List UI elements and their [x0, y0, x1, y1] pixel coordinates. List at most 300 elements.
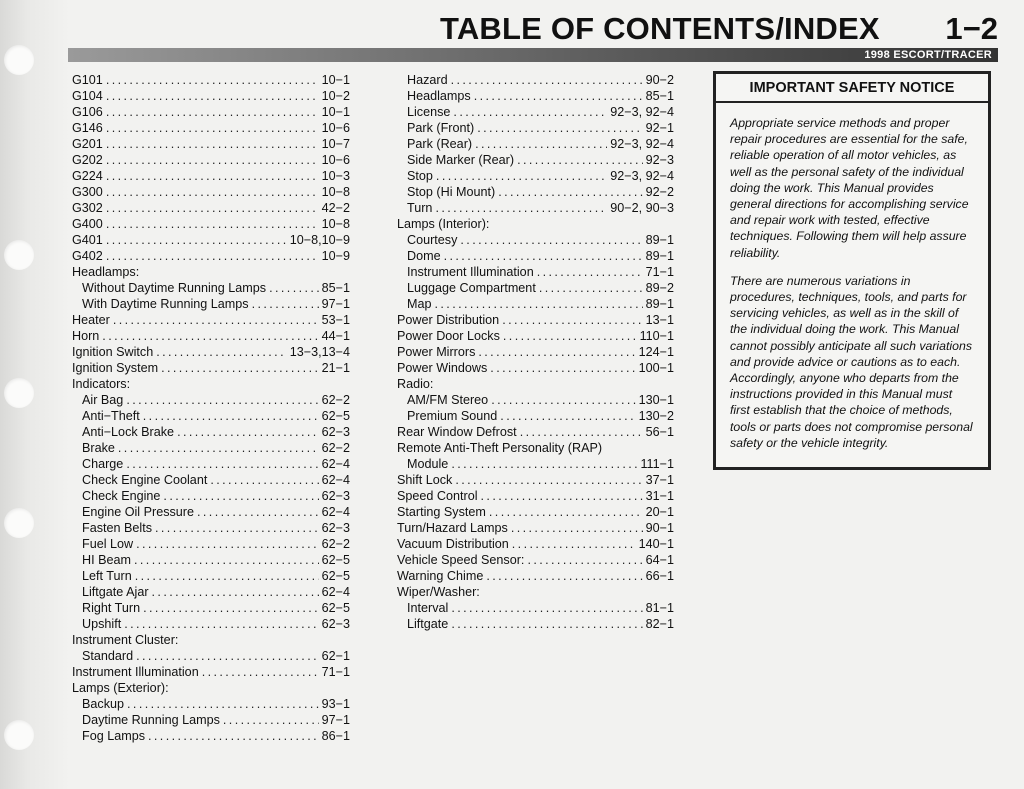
index-entry-page: 13−3,13−4 — [289, 345, 350, 359]
index-entry-label: G202 — [72, 153, 103, 167]
index-entry — [72, 584, 350, 600]
index-entry-label: Power Mirrors — [397, 345, 476, 359]
dot-leader — [106, 168, 319, 184]
index-entry-page: 130−1 — [638, 393, 674, 407]
index-entry — [397, 616, 674, 632]
index-entry-page: 92−2 — [645, 185, 674, 199]
index-entry — [72, 360, 350, 376]
index-entry — [72, 88, 350, 104]
index-entry — [397, 136, 674, 152]
index-entry-page: 56−1 — [645, 425, 674, 439]
dot-leader — [106, 232, 287, 248]
index-entry-label: Vacuum Distribution — [397, 537, 509, 551]
binder-hole — [4, 240, 34, 270]
dot-leader — [106, 104, 319, 120]
index-entry-label: Liftgate Ajar — [82, 585, 149, 599]
index-entry — [397, 200, 674, 216]
index-entry — [72, 712, 350, 728]
index-entry-page: 53−1 — [321, 313, 350, 327]
dot-leader — [161, 360, 319, 376]
index-entry-label: Park (Front) — [407, 121, 475, 135]
index-entry-label: Without Daytime Running Lamps — [82, 281, 267, 295]
index-entry-page: 85−1 — [645, 89, 674, 103]
index-entry — [72, 616, 350, 632]
index-entry-label: Liftgate — [407, 617, 449, 631]
index-entry-label: Speed Control — [397, 489, 478, 503]
index-entry-page: 64−1 — [645, 553, 674, 567]
index-entry-label: Left Turn — [82, 569, 132, 583]
index-entry — [397, 312, 674, 328]
index-entry-page: 71−1 — [645, 265, 674, 279]
dot-leader — [451, 456, 637, 472]
index-entry-label: Headlamps: — [72, 265, 140, 279]
index-entry — [72, 216, 350, 232]
index-entry-page: 62−5 — [321, 553, 350, 567]
index-entry-label: Dome — [407, 249, 441, 263]
dot-leader — [435, 296, 643, 312]
index-entry-label: Right Turn — [82, 601, 141, 615]
index-entry-label: Turn/Hazard Lamps — [397, 521, 508, 535]
index-entry-page: 92−1 — [645, 121, 674, 135]
dot-leader — [106, 72, 319, 88]
vehicle-model-label: 1998 ESCORT/TRACER — [864, 49, 992, 61]
index-entry-label: Wiper/Washer: — [397, 585, 480, 599]
dot-leader — [136, 648, 319, 664]
index-entry-label: Courtesy — [407, 233, 458, 247]
safety-notice-paragraph: There are numerous variations in procedures, techniques, tools, and parts for servicing vehicles, as well as in the skill of the individual doing the work. This Manual cannot possibly anticipate all such variations and provide advice or cautions as to each. Accordingly, anyone who departs from the instructions provided in this Manual must first establish that the choice of methods, tools or parts does not compromise personal safety or the vehicle integrity. — [730, 273, 973, 450]
dot-leader — [126, 456, 318, 472]
index-entry-label: G224 — [72, 169, 103, 183]
index-entry — [72, 152, 350, 168]
index-entry-page: 81−1 — [645, 601, 674, 615]
safety-notice-box — [713, 71, 991, 470]
index-entry-page: 42−2 — [321, 201, 350, 215]
index-entry-page: 111−1 — [640, 457, 674, 471]
dot-leader — [155, 520, 319, 536]
dot-leader — [269, 280, 319, 296]
dot-leader — [106, 88, 319, 104]
index-entry-page: 62−3 — [321, 617, 350, 631]
index-entry — [72, 504, 350, 520]
dot-leader — [477, 120, 642, 136]
index-entry — [397, 392, 674, 408]
index-entry-label: Module — [407, 457, 449, 471]
index-entry-page: 89−1 — [645, 249, 674, 263]
dot-leader — [527, 552, 642, 568]
index-entry — [397, 328, 674, 344]
dot-leader — [475, 136, 607, 152]
index-entry-label: Shift Lock — [397, 473, 453, 487]
dot-leader — [451, 616, 642, 632]
index-entry-label: G302 — [72, 201, 103, 215]
safety-notice-title: IMPORTANT SAFETY NOTICE — [716, 74, 988, 103]
index-entry-page: 10−8,10−9 — [289, 233, 350, 247]
dot-leader — [455, 472, 642, 488]
index-entry — [397, 424, 674, 440]
index-entry-page: 93−1 — [321, 697, 350, 711]
index-entry-page: 71−1 — [321, 665, 350, 679]
index-entry — [397, 520, 674, 536]
index-entry — [72, 568, 350, 584]
index-entry — [397, 296, 674, 312]
index-entry-label: G201 — [72, 137, 103, 151]
index-entry — [397, 264, 674, 280]
index-heading — [72, 264, 350, 280]
index-entry-page: 62−4 — [321, 585, 350, 599]
index-entry-label: Ignition System — [72, 361, 159, 375]
dot-leader — [460, 232, 642, 248]
dot-leader — [197, 504, 319, 520]
index-entry — [72, 392, 350, 408]
index-entry — [72, 440, 350, 456]
index-entry-page: 62−5 — [321, 569, 350, 583]
index-entry — [72, 552, 350, 568]
index-entry — [397, 232, 674, 248]
dot-leader — [156, 344, 287, 360]
dot-leader — [118, 440, 319, 456]
index-entry-page: 62−3 — [321, 489, 350, 503]
index-entry-label: Power Door Locks — [397, 329, 500, 343]
index-entry-label: Daytime Running Lamps — [82, 713, 220, 727]
dot-leader — [444, 248, 643, 264]
index-entry-page: 97−1 — [321, 297, 350, 311]
binder-hole — [4, 720, 34, 750]
index-entry — [72, 344, 350, 360]
index-entry-page: 66−1 — [645, 569, 674, 583]
index-entry-page: 62−5 — [321, 409, 350, 423]
index-entry-page: 62−3 — [321, 521, 350, 535]
index-entry — [72, 408, 350, 424]
index-entry-page: 37−1 — [645, 473, 674, 487]
index-entry — [72, 696, 350, 712]
dot-leader — [490, 360, 635, 376]
dot-leader — [106, 152, 319, 168]
dot-leader — [503, 328, 637, 344]
index-entry-page: 124−1 — [638, 345, 674, 359]
index-entry-label: Engine Oil Pressure — [82, 505, 194, 519]
index-entry-label: Luggage Compartment — [407, 281, 536, 295]
index-entry-page: 89−1 — [645, 297, 674, 311]
index-entry-page: 10−3 — [321, 169, 350, 183]
index-entry — [72, 424, 350, 440]
index-entry-label: Brake — [82, 441, 115, 455]
index-entry — [72, 600, 350, 616]
index-entry-label: Side Marker (Rear) — [407, 153, 515, 167]
index-entry-page: 10−8 — [321, 185, 350, 199]
index-entry-page: 86−1 — [321, 729, 350, 743]
index-entry-label: Indicators: — [72, 377, 131, 391]
index-entry — [397, 408, 674, 424]
dot-leader — [127, 696, 319, 712]
index-entry-label: Warning Chime — [397, 569, 484, 583]
index-entry — [397, 456, 674, 472]
index-entry-label: Turn — [407, 201, 433, 215]
index-entry-label: HI Beam — [82, 553, 131, 567]
index-entry-label: Instrument Illumination — [72, 665, 199, 679]
index-entry-label: Heater — [72, 313, 110, 327]
index-entry-page: 85−1 — [321, 281, 350, 295]
index-entry — [397, 536, 674, 552]
index-entry-label: Power Windows — [397, 361, 488, 375]
dot-leader — [436, 168, 607, 184]
index-heading — [397, 440, 674, 456]
dot-leader — [435, 200, 607, 216]
index-entry-label: Air Bag — [82, 393, 124, 407]
index-entry-label: G104 — [72, 89, 103, 103]
dot-leader — [106, 216, 319, 232]
index-entry-label: Anti−Lock Brake — [82, 425, 175, 439]
index-entry-page: 62−1 — [321, 649, 350, 663]
index-entry-page: 97−1 — [321, 713, 350, 727]
index-entry-label: Park (Rear) — [407, 137, 473, 151]
index-entry — [72, 168, 350, 184]
index-heading — [72, 632, 350, 648]
index-entry — [72, 72, 350, 88]
index-entry — [397, 120, 674, 136]
index-entry-page: 92−3 — [645, 153, 674, 167]
index-entry — [397, 488, 674, 504]
index-entry — [72, 648, 350, 664]
index-entry-label: Charge — [82, 457, 124, 471]
dot-leader — [106, 200, 319, 216]
dot-leader — [481, 488, 643, 504]
dot-leader — [106, 120, 319, 136]
index-entry — [72, 520, 350, 536]
index-entry-label: Interval — [407, 601, 449, 615]
index-entry-page: 82−1 — [645, 617, 674, 631]
dot-leader — [252, 296, 319, 312]
index-entry-label: Radio: — [397, 377, 434, 391]
dot-leader — [106, 184, 319, 200]
dot-leader — [491, 392, 635, 408]
index-entry-page: 10−7 — [321, 137, 350, 151]
index-entry-label: Rear Window Defrost — [397, 425, 517, 439]
index-entry-page: 110−1 — [639, 329, 674, 343]
safety-notice-paragraph: Appropriate service methods and proper repair procedures are essential for the safe, reliable operation of all motor vehicles, as well as the personal safety of the individual doing the work. This Manual provides general directions for accomplishing service and repair work with tested, effective techniques. Following them will help assure reliability. — [730, 116, 969, 260]
index-entry — [72, 728, 350, 744]
index-entry-label: Map — [407, 297, 432, 311]
dot-leader — [223, 712, 319, 728]
index-entry-page: 10−1 — [321, 73, 350, 87]
index-entry — [397, 88, 674, 104]
index-heading — [397, 584, 674, 600]
dot-leader — [143, 408, 319, 424]
index-entry-page: 62−4 — [321, 473, 350, 487]
index-entry-page: 10−1 — [321, 105, 350, 119]
index-entry-page: 90−1 — [645, 521, 674, 535]
index-entry — [397, 184, 674, 200]
index-entry-label: Lamps (Exterior): — [72, 681, 169, 695]
index-entry-label: Hazard — [407, 73, 448, 87]
index-entry-label: G402 — [72, 249, 103, 263]
index-entry — [397, 152, 674, 168]
index-entry-page: 89−1 — [645, 233, 674, 247]
index-entry — [72, 248, 350, 264]
index-entry — [72, 104, 350, 120]
dot-leader — [517, 152, 643, 168]
index-entry-page: 13−1 — [645, 313, 674, 327]
dot-leader — [163, 488, 318, 504]
header-bar — [68, 48, 998, 62]
dot-leader — [102, 328, 318, 344]
index-entry — [397, 360, 674, 376]
index-entry-page: 89−2 — [645, 281, 674, 295]
index-entry-page: 44−1 — [321, 329, 350, 343]
index-entry-page: 92−3, 92−4 — [610, 137, 674, 151]
index-entry-page: 90−2, 90−3 — [610, 201, 674, 215]
index-entry — [72, 488, 350, 504]
index-entry — [72, 328, 350, 344]
index-heading — [72, 376, 350, 392]
index-entry — [397, 248, 674, 264]
index-heading — [397, 376, 674, 392]
dot-leader — [453, 104, 607, 120]
index-entry-label: Anti−Theft — [82, 409, 140, 423]
index-entry-label: G300 — [72, 185, 103, 199]
dot-leader — [498, 184, 642, 200]
dot-leader — [106, 136, 319, 152]
index-entry — [397, 568, 674, 584]
index-entry — [72, 456, 350, 472]
index-entry-label: Premium Sound — [407, 409, 498, 423]
index-entry-page: 100−1 — [638, 361, 674, 375]
dot-leader — [520, 424, 643, 440]
index-entry-page: 62−5 — [321, 601, 350, 615]
index-heading — [72, 680, 350, 696]
page-title: TABLE OF CONTENTS/INDEX — [440, 11, 880, 46]
index-entry-label: Stop (Hi Mount) — [407, 185, 496, 199]
dot-leader — [126, 392, 318, 408]
dot-leader — [135, 568, 319, 584]
index-entry-page: 10−2 — [321, 89, 350, 103]
index-entry — [72, 296, 350, 312]
dot-leader — [451, 600, 642, 616]
index-entry-page: 10−8 — [321, 217, 350, 231]
index-entry-page: 10−6 — [321, 121, 350, 135]
index-entry — [397, 104, 674, 120]
index-entry — [72, 280, 350, 296]
index-entry-label: Ignition Switch — [72, 345, 154, 359]
dot-leader — [511, 520, 643, 536]
index-entry — [72, 184, 350, 200]
index-entry-label: G401 — [72, 233, 103, 247]
binder-hole — [4, 508, 34, 538]
dot-leader — [134, 552, 319, 568]
index-entry-page: 62−2 — [321, 537, 350, 551]
index-entry-label: AM/FM Stereo — [407, 393, 489, 407]
index-entry-label: G400 — [72, 217, 103, 231]
index-entry-label: Instrument Illumination — [407, 265, 534, 279]
index-entry — [397, 280, 674, 296]
index-entry-label: G101 — [72, 73, 103, 87]
index-entry-page: 21−1 — [321, 361, 350, 375]
page-number: 1−2 — [945, 11, 998, 46]
index-column-right — [397, 72, 674, 632]
dot-leader — [486, 568, 642, 584]
index-column-left — [72, 72, 350, 744]
dot-leader — [489, 504, 643, 520]
index-entry — [397, 504, 674, 520]
index-entry — [397, 72, 674, 88]
dot-leader — [202, 664, 319, 680]
index-entry-label: Upshift — [82, 617, 122, 631]
index-entry — [397, 600, 674, 616]
index-entry-page: 92−3, 92−4 — [610, 105, 674, 119]
index-entry-page: 62−4 — [321, 505, 350, 519]
index-entry-label: G146 — [72, 121, 103, 135]
index-entry — [397, 472, 674, 488]
index-entry — [397, 552, 674, 568]
index-entry-label: Check Engine — [82, 489, 161, 503]
index-entry-label: Instrument Cluster: — [72, 633, 179, 647]
index-entry-label: Fasten Belts — [82, 521, 152, 535]
index-entry-label: Power Distribution — [397, 313, 500, 327]
index-entry-page: 140−1 — [638, 537, 674, 551]
index-entry-page: 20−1 — [645, 505, 674, 519]
index-entry-label: Vehicle Speed Sensor: — [397, 553, 525, 567]
index-entry-label: Headlamps — [407, 89, 471, 103]
index-entry — [72, 312, 350, 328]
dot-leader — [136, 536, 319, 552]
index-entry-page: 62−2 — [321, 441, 350, 455]
index-entry — [72, 472, 350, 488]
index-entry-label: Lamps (Interior): — [397, 217, 490, 231]
index-entry-page: 10−9 — [321, 249, 350, 263]
index-entry-label: Backup — [82, 697, 125, 711]
dot-leader — [124, 616, 318, 632]
index-entry-label: Standard — [82, 649, 134, 663]
dot-leader — [177, 424, 319, 440]
dot-leader — [148, 728, 319, 744]
binder-hole — [4, 378, 34, 408]
dot-leader — [478, 344, 635, 360]
dot-leader — [474, 88, 643, 104]
binder-hole — [4, 45, 34, 75]
dot-leader — [106, 248, 319, 264]
index-entry — [72, 232, 350, 248]
dot-leader — [152, 584, 319, 600]
dot-leader — [539, 280, 643, 296]
index-entry — [72, 136, 350, 152]
dot-leader — [500, 408, 635, 424]
index-entry-page: 90−2 — [645, 73, 674, 87]
index-entry-label: Horn — [72, 329, 100, 343]
index-entry-page: 31−1 — [645, 489, 674, 503]
dot-leader — [210, 472, 318, 488]
dot-leader — [451, 72, 643, 88]
index-entry-label: G106 — [72, 105, 103, 119]
index-entry — [397, 344, 674, 360]
index-entry-label: Fog Lamps — [82, 729, 145, 743]
index-entry-page: 92−3, 92−4 — [610, 169, 674, 183]
dot-leader — [113, 312, 319, 328]
index-entry-label: Starting System — [397, 505, 486, 519]
index-entry-label: License — [407, 105, 451, 119]
index-entry — [72, 536, 350, 552]
index-entry — [72, 120, 350, 136]
index-entry — [72, 200, 350, 216]
index-heading — [397, 216, 674, 232]
dot-leader — [502, 312, 642, 328]
index-entry-label: Fuel Low — [82, 537, 134, 551]
index-entry-label: With Daytime Running Lamps — [82, 297, 249, 311]
index-entry-label: Check Engine Coolant — [82, 473, 208, 487]
dot-leader — [143, 600, 319, 616]
index-entry-page: 10−6 — [321, 153, 350, 167]
index-entry-label: Stop — [407, 169, 433, 183]
dot-leader — [512, 536, 636, 552]
index-entry — [72, 664, 350, 680]
